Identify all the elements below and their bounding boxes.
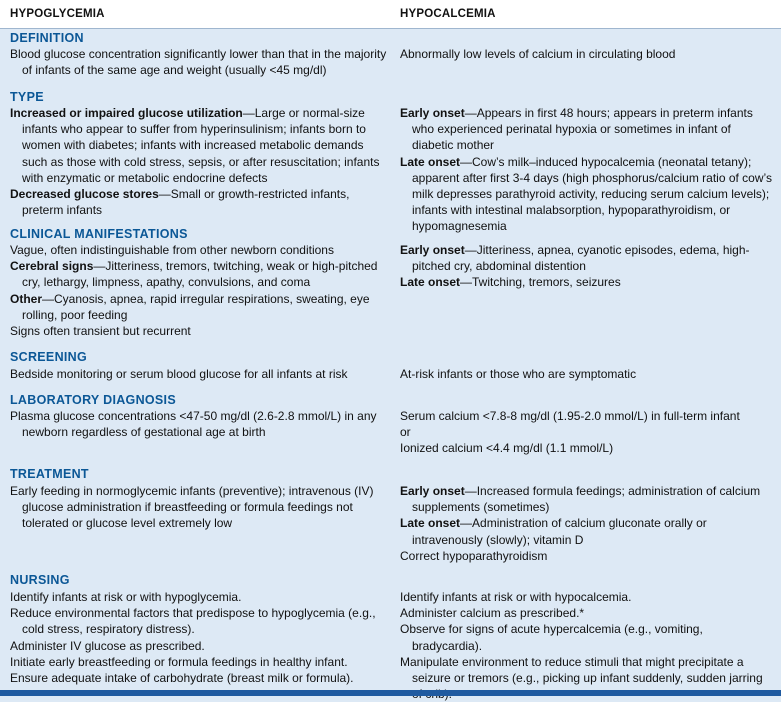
type-left-label: Decreased glucose stores (10, 187, 159, 202)
header-hypocalcemia: HYPOCALCEMIA (400, 8, 496, 20)
treatment-right-item (400, 483, 775, 515)
type-right (400, 105, 775, 235)
lab-right (400, 408, 775, 457)
clinical-left-item (10, 291, 380, 323)
clinical-left-label: Cerebral signs (10, 259, 94, 274)
definition-left: Blood glucose concentration significantly lower than that in the majority of infants of the same age and weight (usually <45 mg/dl) (10, 47, 387, 78)
bottom-rule (0, 690, 781, 696)
type-left-label: Increased or impaired glucose utilization (10, 106, 243, 120)
treatment-right-item: Correct hypoparathyroidism (400, 548, 548, 563)
section-title-type: TYPE (10, 90, 44, 104)
clinical-left (10, 242, 380, 339)
clinical-left-item: Signs often transient but recurrent (10, 324, 191, 339)
type-right-item (400, 154, 775, 235)
clinical-right-item (400, 274, 775, 290)
section-title-screening: SCREENING (10, 350, 88, 364)
type-right-label: Early onset (400, 106, 465, 120)
nursing-left-item: Reduce environmental factors that predispose to hypoglycemia (e.g., cold stress, respiratory distress). (10, 606, 376, 637)
lab-right-item: Serum calcium <7.8-8 mg/dl (1.95-2.0 mmol/L) in full-term infant (400, 409, 740, 423)
definition-right: Abnormally low levels of calcium in circulating blood (400, 47, 676, 61)
screening-right: At-risk infants or those who are symptomatic (400, 367, 637, 381)
nursing-left-item: Ensure adequate intake of carbohydrate (breast milk or formula). (10, 671, 354, 686)
type-left-text: —Large or normal-size infants who appear to suffer from hyperinsulinism; infants born to women with diabetes; infants with increased metabolic demands such as those with cold stress, sepsis, or after resuscitation; infants with enzymatic or metabolic endocrine defects (22, 106, 380, 185)
nursing-right-item: Administer calcium as prescribed.* (400, 606, 585, 621)
header-hypoglycemia: HYPOGLYCEMIA (10, 8, 105, 20)
section-title-definition: DEFINITION (10, 31, 84, 45)
screening-left: Bedside monitoring or serum blood glucose for all infants at risk (10, 367, 348, 381)
nursing-right (400, 589, 775, 702)
nursing-right-item: Manipulate environment to reduce stimuli that might precipitate a seizure or tremors (e.g., picking up infant suddenly, sudden jarring (400, 654, 763, 686)
treatment-right-label: Early onset (400, 484, 465, 498)
nursing-left-item: Administer IV glucose as prescribed. (10, 638, 205, 653)
treatment-right-text: —Increased formula feedings; administration of calcium supplements (sometimes) (412, 484, 761, 515)
clinical-right-label: Early onset (400, 243, 465, 257)
type-left-text: —Small or growth-restricted infants, preterm infants (22, 187, 350, 218)
clinical-left-label: Other (10, 291, 43, 306)
treatment-right (400, 483, 775, 564)
type-left-item (10, 186, 380, 218)
nursing-left-item: Identify infants at risk or with hypoglycemia. (10, 590, 242, 604)
table-header (0, 0, 781, 29)
type-left-item (10, 105, 380, 186)
clinical-left-item (10, 258, 380, 290)
clinical-left-text: —Cyanosis, apnea, rapid irregular respirations, sweating, eye rolling, poor feeding (22, 291, 370, 322)
clinical-right-item (400, 242, 775, 274)
clinical-right-label: Late onset (400, 275, 461, 290)
type-right-text: —Appears in first 48 hours; appears in preterm infants who experienced perinatal hypoxia or sometimes in infant of diabetic mother (412, 106, 753, 153)
treatment-right-item (400, 515, 775, 547)
treatment-left: Early feeding in normoglycemic infants (preventive); intravenous (IV) glucose administration if breastfeeding or formula feedings not tolerated or glucose level extremely low (10, 484, 374, 531)
nursing-right-item: Observe for signs of acute hypercalcemia (e.g., vomiting, bradycardia). (400, 622, 703, 653)
type-left (10, 105, 380, 218)
lab-right-item: or (400, 425, 411, 440)
clinical-right-text: —Twitching, tremors, seizures (460, 275, 621, 290)
nursing-left-item: Initiate early breastfeeding or formula feedings in healthy infant. (10, 654, 348, 669)
clinical-right-text: —Jitteriness, apnea, cyanotic episodes, edema, high-pitched cry, abdominal distention (412, 243, 750, 274)
nursing-right-item: Identify infants at risk or with hypocalcemia. (400, 590, 632, 604)
type-right-item (400, 105, 775, 154)
clinical-left-item: Vague, often indistinguishable from other newborn conditions (10, 243, 334, 257)
treatment-right-label: Late onset (400, 516, 461, 531)
lab-left: Plasma glucose concentrations <47-50 mg/dl (2.6-2.8 mmol/L) in any newborn regardless of gestational age at birth (10, 409, 377, 440)
section-title-lab: LABORATORY DIAGNOSIS (10, 393, 176, 407)
clinical-right (400, 242, 775, 291)
type-right-text: —Cow’s milk–induced hypocalcemia (neonatal tetany); apparent after first 3-4 days (high phosphorus/calcium ratio of cow’s milk depresses parathyroid activity, reducing serum calcium levels); infants with intestinal malabsorption, hypoparathyroidism, or hypomagnesemia (412, 154, 772, 234)
treatment-right-text: —Administration of calcium gluconate orally or intravenously (slowly); vitamin D (412, 516, 707, 547)
nursing-left (10, 589, 380, 686)
section-title-treatment: TREATMENT (10, 467, 89, 481)
section-title-clinical: CLINICAL MANIFESTATIONS (10, 227, 188, 241)
clinical-left-text: —Jitteriness, tremors, twitching, weak or high-pitched cry, lethargy, limpness, apathy, convulsions, and coma (22, 259, 378, 290)
section-title-nursing: NURSING (10, 573, 70, 587)
lab-right-item: Ionized calcium <4.4 mg/dl (1.1 mmol/L) (400, 441, 614, 456)
type-right-label: Late onset (400, 154, 461, 169)
